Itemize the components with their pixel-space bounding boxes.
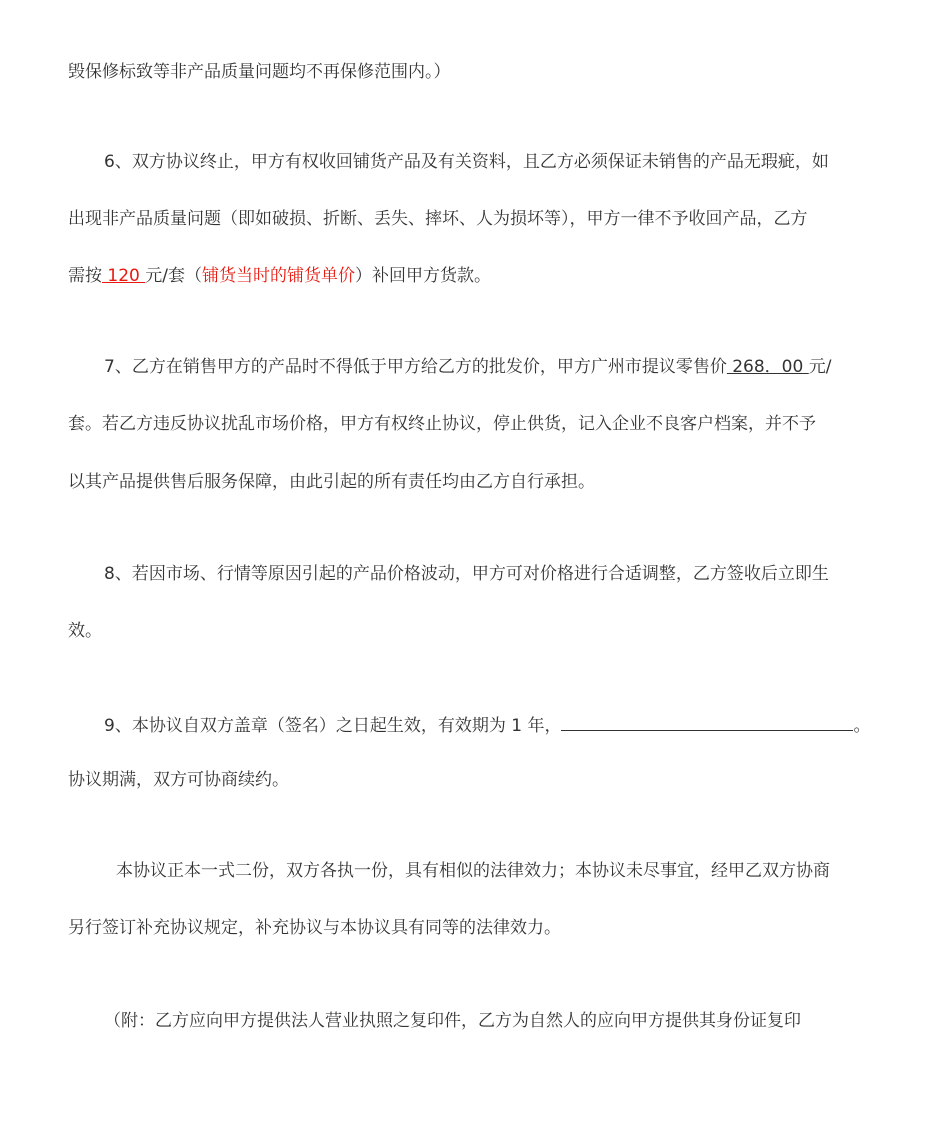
clause-6-line-2: 出现非产品质量问题（即如破损、折断、丢失、摔坏、人为损坏等），甲方一律不予收回产品，乙方	[68, 209, 808, 229]
clause-6-line-1: 6、双方协议终止，甲方有权收回铺货产品及有关资料，且乙方必须保证未销售的产品无瑕疵，如	[104, 152, 829, 172]
clause-6-text-end: ）补回甲方货款。	[355, 266, 491, 286]
clause-9-text: 9、本协议自双方盖章（签名）之日起生效，有效期为 1 年，	[104, 716, 562, 736]
blank-fill-line	[561, 710, 853, 731]
clause-9-period: 。	[853, 716, 871, 736]
refund-price: 120	[102, 266, 146, 286]
price-unit: 元/套（	[145, 266, 202, 286]
retail-price: 268．00	[726, 357, 809, 377]
clause-9-line-2: 协议期满，双方可协商续约。	[68, 770, 289, 790]
closing-line-1: 本协议正本一式二份，双方各执一份，具有相似的法律效力；本协议未尽事宜，经甲乙双方协商	[116, 861, 830, 881]
clause-6-text: 需按	[68, 266, 102, 286]
clause-6-line-3	[68, 263, 491, 289]
clause-7-line-3: 以其产品提供售后服务保障，由此引起的所有责任均由乙方自行承担。	[68, 472, 595, 492]
closing-line-2: 另行签订补充协议规定，补充协议与本协议具有同等的法律效力。	[68, 918, 561, 938]
clause-7-line-2: 套。若乙方违反协议扰乱市场价格，甲方有权终止协议，停止供货，记入企业不良客户档案，并不予	[68, 414, 816, 434]
retail-price-unit: 元/	[808, 357, 832, 377]
paragraph-5-tail: 毁保修标致等非产品质量问题均不再保修范围内。）	[68, 62, 451, 82]
clause-7-text: 7、乙方在销售甲方的产品时不得低于甲方给乙方的批发价，甲方广州市提议零售价	[104, 357, 727, 377]
clause-8-line-2: 效。	[68, 621, 102, 641]
clause-7-line-1	[104, 354, 831, 380]
appendix-note: （附：乙方应向甲方提供法人营业执照之复印件，乙方为自然人的应向甲方提供其身份证复印	[104, 1011, 801, 1031]
clause-9-line-1	[104, 710, 870, 739]
clause-8-line-1: 8、若因市场、行情等原因引起的产品价格波动，甲方可对价格进行合适调整，乙方签收后立即生	[104, 564, 829, 584]
price-note: 铺货当时的铺货单价	[202, 266, 355, 286]
